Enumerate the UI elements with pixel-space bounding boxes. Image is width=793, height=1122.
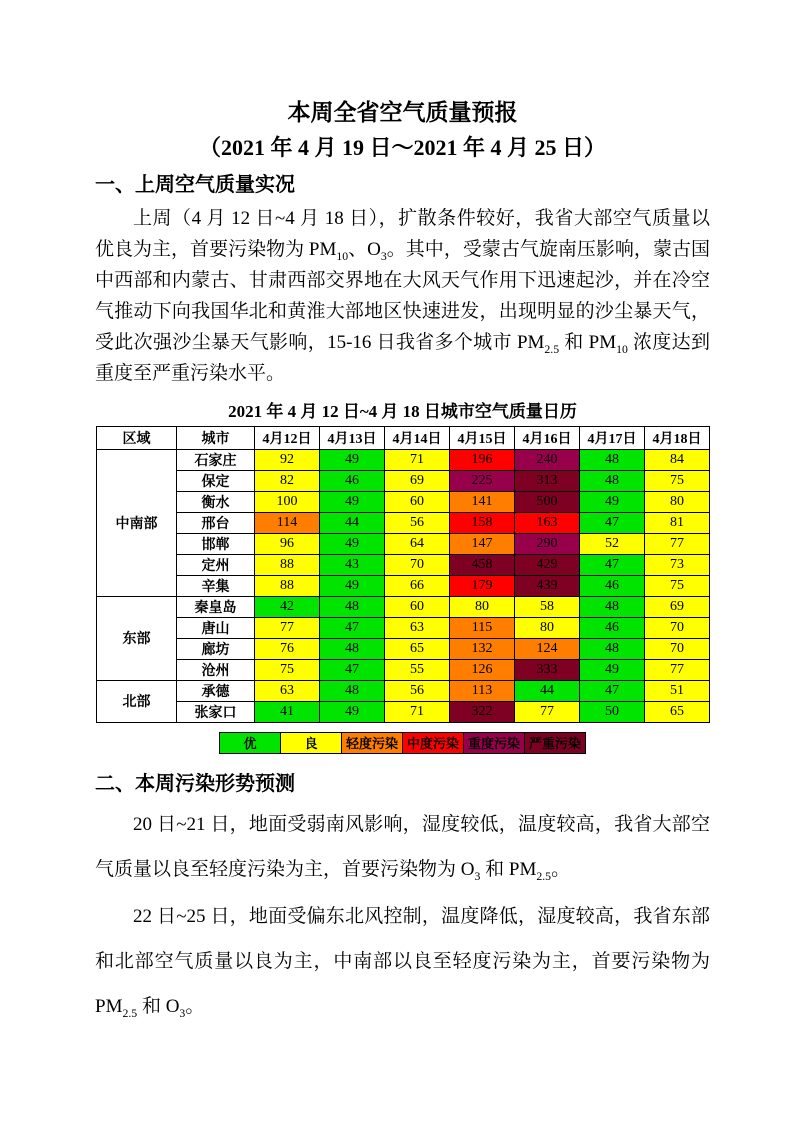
aqi-value-cell: 113 (450, 680, 515, 701)
aqi-value-cell: 458 (450, 554, 515, 575)
aqi-value-cell: 158 (450, 512, 515, 533)
aqi-table-body (97, 426, 710, 722)
aqi-value-cell: 56 (385, 680, 450, 701)
region-cell: 中南部 (97, 449, 177, 596)
table-header-cell: 4月16日 (515, 426, 580, 449)
aqi-value-cell: 132 (450, 638, 515, 659)
aqi-value-cell: 77 (645, 533, 710, 554)
city-cell: 廊坊 (177, 638, 255, 659)
aqi-value-cell: 114 (255, 512, 320, 533)
aqi-value-cell: 47 (580, 554, 645, 575)
table-row (97, 638, 710, 659)
aqi-value-cell: 500 (515, 491, 580, 512)
aqi-value-cell: 70 (385, 554, 450, 575)
aqi-value-cell: 47 (320, 659, 385, 680)
table-row (97, 470, 710, 491)
aqi-value-cell: 225 (450, 470, 515, 491)
aqi-value-cell: 48 (580, 470, 645, 491)
aqi-table (96, 426, 710, 723)
aqi-value-cell: 322 (450, 701, 515, 722)
aqi-value-cell: 84 (645, 449, 710, 470)
table-row (97, 617, 710, 638)
aqi-value-cell: 48 (320, 596, 385, 617)
table-row (97, 701, 710, 722)
subscript: 2.5 (544, 342, 560, 356)
table-header-cell: 4月12日 (255, 426, 320, 449)
subscript: 3 (380, 249, 387, 263)
aqi-value-cell: 141 (450, 491, 515, 512)
aqi-value-cell: 43 (320, 554, 385, 575)
city-cell: 沧州 (177, 659, 255, 680)
aqi-value-cell: 48 (580, 449, 645, 470)
aqi-value-cell: 124 (515, 638, 580, 659)
aqi-value-cell: 69 (385, 470, 450, 491)
aqi-value-cell: 48 (580, 596, 645, 617)
aqi-value-cell: 48 (580, 638, 645, 659)
aqi-value-cell: 63 (385, 617, 450, 638)
table-header-cell: 城市 (177, 426, 255, 449)
aqi-value-cell: 64 (385, 533, 450, 554)
aqi-value-cell: 47 (320, 617, 385, 638)
table-row (97, 491, 710, 512)
city-cell: 承德 (177, 680, 255, 701)
aqi-value-cell: 147 (450, 533, 515, 554)
aqi-value-cell: 46 (320, 470, 385, 491)
subscript: 3 (474, 869, 481, 883)
aqi-value-cell: 77 (645, 659, 710, 680)
aqi-value-cell: 48 (320, 638, 385, 659)
aqi-value-cell: 49 (320, 533, 385, 554)
aqi-value-cell: 82 (255, 470, 320, 491)
legend-item: 中度污染 (403, 732, 464, 754)
region-cell: 东部 (97, 596, 177, 680)
page-subtitle: （2021 年 4 月 19 日～2021 年 4 月 25 日） (198, 135, 606, 161)
aqi-value-cell: 49 (320, 491, 385, 512)
aqi-value-cell: 49 (580, 491, 645, 512)
page-title: 本周全省空气质量预报 (287, 99, 518, 125)
aqi-value-cell: 46 (580, 575, 645, 596)
body-paragraph-1: 上周（4 月 12 日~4 月 18 日），扩散条件较好，我省大部空气质量以优良为主，首要污染物为 $PM_{10}$、$O_3$。其中，受蒙古气旋南压影响，蒙古国中西部和内蒙古、甘肃西部交界地在大风天气作用下迅速起沙，并在冷空气推动下向我国华北和黄淮大部地区快速进发，出现明显的沙尘暴天气，受此次强沙尘暴天气影响，15-16 日我省多个城市 $PM_{2.5}$ 和 $PM_{10}$ 浓度达到重度至严重污染水平。 (95, 207, 710, 384)
table-row (97, 659, 710, 680)
section-heading-1: 一、上周空气质量实况 (95, 173, 295, 196)
aqi-value-cell: 76 (255, 638, 320, 659)
aqi-value-cell: 163 (515, 512, 580, 533)
aqi-value-cell: 70 (645, 638, 710, 659)
table-row (97, 512, 710, 533)
aqi-value-cell: 126 (450, 659, 515, 680)
table-header-cell: 区域 (97, 426, 177, 449)
aqi-value-cell: 179 (450, 575, 515, 596)
aqi-value-cell: 58 (515, 596, 580, 617)
aqi-value-cell: 81 (645, 512, 710, 533)
aqi-value-cell: 65 (385, 638, 450, 659)
aqi-value-cell: 49 (320, 449, 385, 470)
aqi-value-cell: 63 (255, 680, 320, 701)
aqi-value-cell: 49 (320, 575, 385, 596)
aqi-value-cell: 69 (645, 596, 710, 617)
aqi-value-cell: 49 (320, 701, 385, 722)
city-cell: 邢台 (177, 512, 255, 533)
subscript: 2.5 (536, 869, 552, 883)
aqi-value-cell: 66 (385, 575, 450, 596)
legend-item: 优 (219, 732, 281, 754)
city-cell: 石家庄 (177, 449, 255, 470)
aqi-legend (95, 732, 710, 754)
table-header-cell: 4月15日 (450, 426, 515, 449)
aqi-value-cell: 71 (385, 449, 450, 470)
table-header-cell: 4月18日 (645, 426, 710, 449)
aqi-value-cell: 41 (255, 701, 320, 722)
aqi-value-cell: 60 (385, 491, 450, 512)
city-cell: 秦皇岛 (177, 596, 255, 617)
aqi-value-cell: 65 (645, 701, 710, 722)
table-row (97, 596, 710, 617)
table-row (97, 575, 710, 596)
table-header-row (97, 426, 710, 449)
aqi-value-cell: 42 (255, 596, 320, 617)
body-paragraph-2: 20 日~21 日，地面受弱南风影响，湿度较低，温度较高，我省大部空气质量以良至轻度污染为主，首要污染物为 $O_3$ 和 $PM_{2.5}$。 (95, 813, 710, 883)
table-row (97, 449, 710, 470)
aqi-value-cell: 80 (515, 617, 580, 638)
aqi-value-cell: 429 (515, 554, 580, 575)
aqi-value-cell: 88 (255, 575, 320, 596)
table-header-cell: 4月14日 (385, 426, 450, 449)
table-row (97, 533, 710, 554)
aqi-value-cell: 333 (515, 659, 580, 680)
table-row (97, 680, 710, 701)
aqi-value-cell: 46 (580, 617, 645, 638)
section-heading-2: 二、本周污染形势预测 (95, 772, 295, 795)
aqi-value-cell: 77 (515, 701, 580, 722)
aqi-value-cell: 290 (515, 533, 580, 554)
aqi-value-cell: 55 (385, 659, 450, 680)
table-title: 2021 年 4 月 12 日~4 月 18 日城市空气质量日历 (228, 401, 577, 421)
table-header-cell: 4月13日 (320, 426, 385, 449)
legend-item: 严重污染 (525, 732, 586, 754)
legend-item: 重度污染 (464, 732, 525, 754)
aqi-value-cell: 115 (450, 617, 515, 638)
aqi-value-cell: 51 (645, 680, 710, 701)
aqi-value-cell: 70 (645, 617, 710, 638)
table-header-cell: 4月17日 (580, 426, 645, 449)
aqi-value-cell: 50 (580, 701, 645, 722)
legend-item: 轻度污染 (342, 732, 403, 754)
aqi-value-cell: 44 (320, 512, 385, 533)
aqi-value-cell: 73 (645, 554, 710, 575)
aqi-value-cell: 52 (580, 533, 645, 554)
aqi-value-cell: 48 (320, 680, 385, 701)
city-cell: 定州 (177, 554, 255, 575)
city-cell: 衡水 (177, 491, 255, 512)
aqi-value-cell: 196 (450, 449, 515, 470)
aqi-value-cell: 77 (255, 617, 320, 638)
aqi-value-cell: 80 (645, 491, 710, 512)
aqi-value-cell: 100 (255, 491, 320, 512)
subscript: 10 (336, 249, 349, 263)
table-row (97, 554, 710, 575)
aqi-value-cell: 47 (580, 512, 645, 533)
city-cell: 唐山 (177, 617, 255, 638)
aqi-value-cell: 44 (515, 680, 580, 701)
city-cell: 张家口 (177, 701, 255, 722)
aqi-value-cell: 88 (255, 554, 320, 575)
aqi-value-cell: 96 (255, 533, 320, 554)
aqi-value-cell: 56 (385, 512, 450, 533)
city-cell: 保定 (177, 470, 255, 491)
legend-item: 良 (281, 732, 342, 754)
aqi-value-cell: 71 (385, 701, 450, 722)
subscript: 2.5 (122, 1006, 138, 1020)
body-paragraph-3: 22 日~25 日，地面受偏东北风控制，温度降低，湿度较高，我省东部和北部空气质量以良为主，中南部以良至轻度污染为主，首要污染物为 $PM_{2.5}$ 和 $O_3$。 (95, 905, 710, 1020)
aqi-value-cell: 240 (515, 449, 580, 470)
city-cell: 邯郸 (177, 533, 255, 554)
aqi-value-cell: 92 (255, 449, 320, 470)
aqi-value-cell: 75 (255, 659, 320, 680)
aqi-value-cell: 439 (515, 575, 580, 596)
aqi-value-cell: 49 (580, 659, 645, 680)
aqi-value-cell: 75 (645, 575, 710, 596)
subscript: 3 (179, 1006, 186, 1020)
subscript: 10 (616, 342, 628, 356)
aqi-value-cell: 80 (450, 596, 515, 617)
city-cell: 辛集 (177, 575, 255, 596)
aqi-value-cell: 60 (385, 596, 450, 617)
aqi-value-cell: 47 (580, 680, 645, 701)
aqi-value-cell: 75 (645, 470, 710, 491)
aqi-value-cell: 313 (515, 470, 580, 491)
region-cell: 北部 (97, 680, 177, 722)
